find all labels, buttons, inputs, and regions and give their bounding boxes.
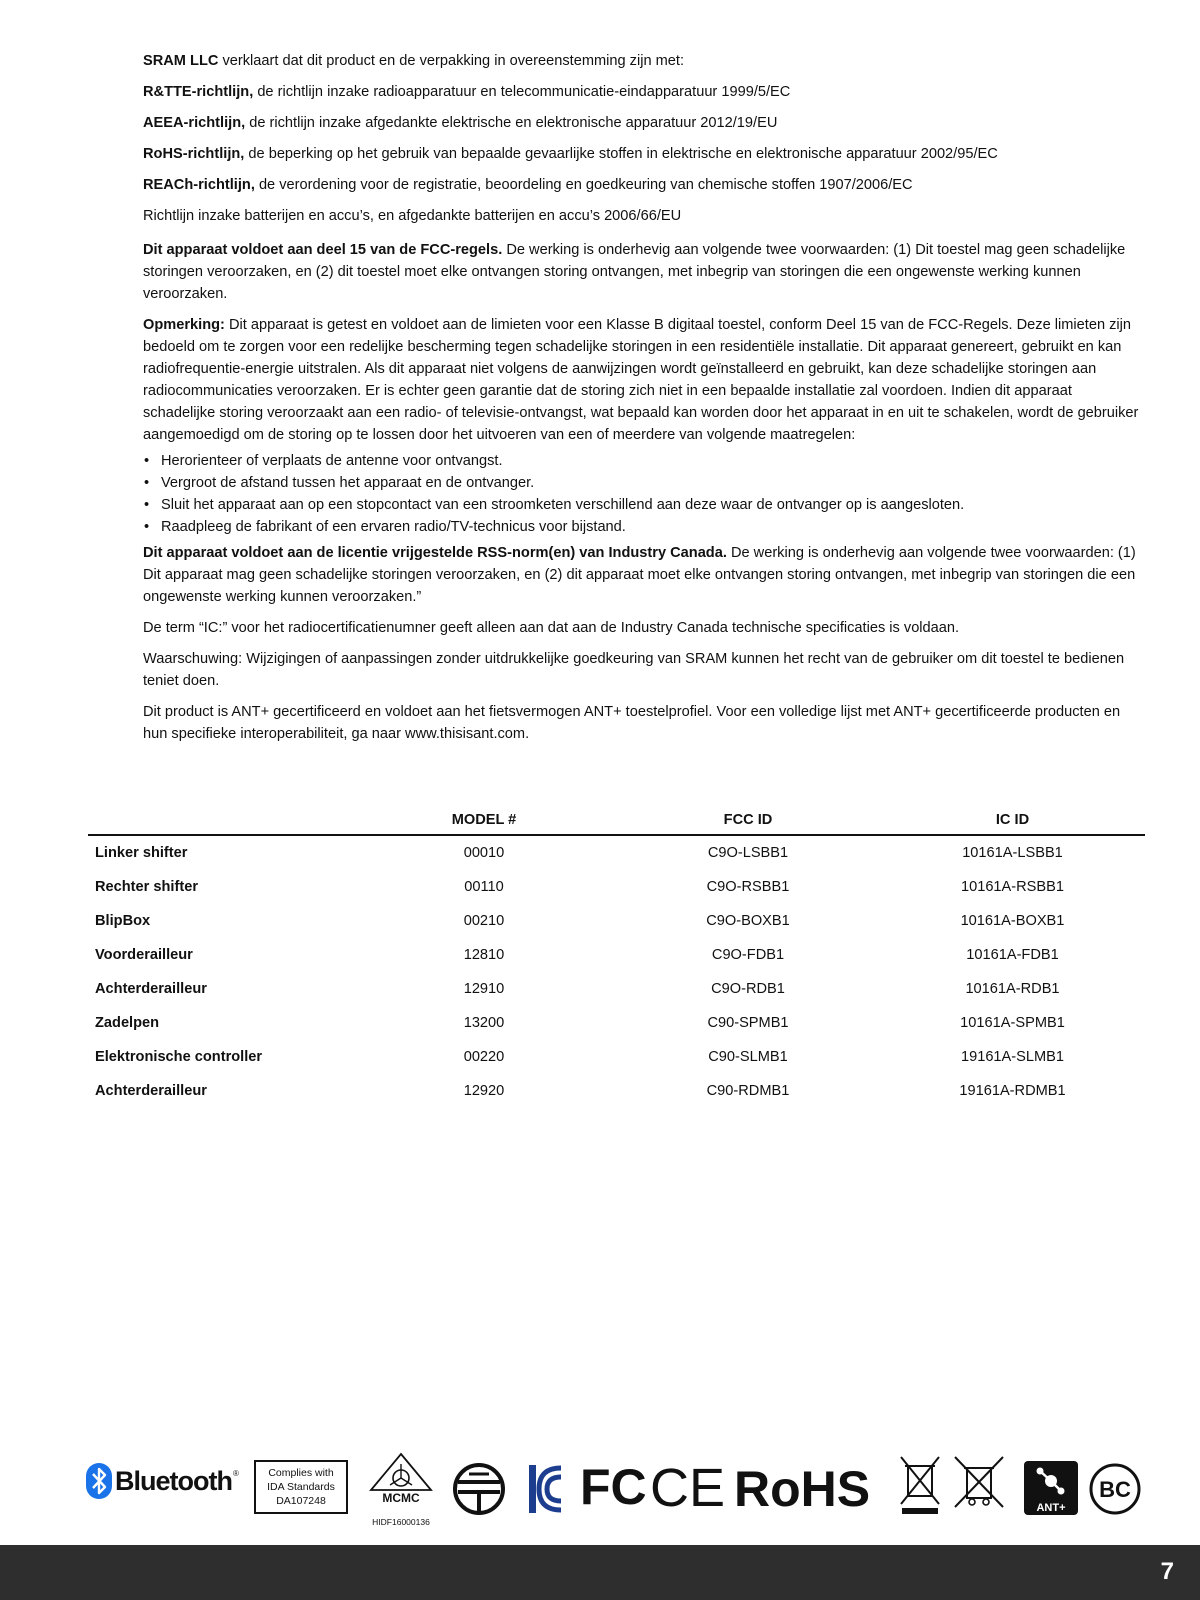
table-row — [88, 1074, 1145, 1108]
mcmc-code: HIDF16000136 — [372, 1517, 430, 1527]
model-number: 00010 — [463, 845, 505, 861]
list-item: • Vergroot de afstand tussen het apparaat en de ontvanger. — [144, 475, 535, 491]
ic-id: 10161A-BOXB1 — [960, 913, 1065, 929]
product-name: BlipBox — [95, 913, 151, 929]
svg-text:CE: CE — [650, 1458, 726, 1518]
ic-paragraph: Dit apparaat voldoet aan de licentie vrijgestelde RSS-norm(en) van Industry Canada. De werking is onderhevig aan volgende twee voorwaarden: (1) Dit apparaat mag geen schadelijke storingen veroorzaken, en (2) dit apparaat moet elke ontvangen storing ontvangen, met inbegrip van storingen die een ongewenste werking kunnen veroorzaken.” — [143, 545, 1136, 605]
intro-paragraph: SRAM LLC verklaart dat dit product en de verpakking in overeenstemming zijn met: — [143, 53, 685, 69]
table-row — [88, 904, 1145, 938]
warning-paragraph: Waarschuwing: Wijzigingen of aanpassingen zonder uitdrukkelijke goedkeuring van SRAM kunnen het recht van de gebruiker om dit toestel te bedienen teniet doen. — [143, 651, 1125, 689]
svg-text:FC: FC — [580, 1459, 647, 1515]
ic-id: 10161A-SPMB1 — [960, 1015, 1065, 1031]
kc-icon — [527, 1462, 563, 1523]
fcc-id: C90-SPMB1 — [707, 1015, 789, 1031]
product-name: Linker shifter — [95, 845, 188, 861]
svg-text:MCMC: MCMC — [382, 1491, 420, 1505]
model-number: 00110 — [464, 879, 504, 895]
model-number: 12920 — [463, 1083, 505, 1099]
ce-logo — [650, 1458, 726, 1521]
directive-rohs: RoHS-richtlijn, de beperking op het gebruik van bepaalde gevaarlijke stoffen in elektrische en elektronische apparatuur 2002/95/EC — [143, 146, 998, 162]
model-number: 00210 — [463, 913, 505, 929]
product-name: Achterderailleur — [95, 1083, 207, 1099]
product-name: Elektronische controller — [95, 1049, 263, 1065]
directive-batteries: Richtlijn inzake batterijen en accu’s, en afgedankte batterijen en accu’s 2006/66/EU — [143, 208, 682, 224]
product-name: Rechter shifter — [95, 879, 198, 895]
fcc-id: C9O-RSBB1 — [706, 879, 790, 895]
ida-compliance-box: Complies with IDA Standards DA107248 — [254, 1460, 348, 1514]
measures-list — [143, 450, 1143, 538]
list-item: • Herorienteer of verplaats de antenne voor ontvangst. — [144, 453, 503, 469]
certification-table — [88, 806, 1145, 1108]
header-ic-id: IC ID — [880, 806, 1145, 835]
fcc-id: C90-SLMB1 — [708, 1049, 788, 1065]
table-row — [88, 835, 1145, 870]
model-number: 12910 — [463, 981, 505, 997]
header-fcc-id: FCC ID — [616, 806, 880, 835]
ic-id: 10161A-RSBB1 — [960, 879, 1065, 895]
mcmc-icon — [368, 1452, 434, 1504]
ic-id: 10161A-FDB1 — [966, 947, 1059, 963]
ic-term-paragraph: De term “IC:” voor het radiocertificatienumner geeft alleen aan dat aan de Industry Canada technische specificaties is voldaan. — [143, 620, 960, 636]
directive-reach: REACh-richtlijn, de verordening voor de registratie, beoordeling en goedkeuring van chemische stoffen 1907/2006/EC — [143, 177, 913, 193]
telec-icon — [452, 1462, 506, 1523]
note-paragraph: Opmerking: Dit apparaat is getest en voldoet aan de limieten voor een Klasse B digitaal toestel, conform Deel 15 van de FCC-Regels. Deze limieten zijn bedoeld om te zorgen voor een redelijke bescherming tegen schadelijke storingen in een residentiële installatie. Dit apparaat genereert, gebruikt en kan radiofrequentie-energie uitstralen. Als dit apparaat niet volgens de aanwijzingen wordt geïnstalleerd en gebruikt, kan deze schadelijke storingen aan radiocommunicaties veroorzaken. Er is echter geen garantie dat de storing zich niet in een bepaalde installatie zal voordoen. Indien dit apparaat schadelijke storing veroorzaakt aan een radio- of televisie-ontvangst, wat bepaald kan worden door het apparaat in en uit te schakelen, wordt de gebruiker aangemoedigd om de storing op te lossen door het uitvoeren van een of meerdere van volgende maatregelen: — [143, 317, 1139, 443]
header-product — [88, 806, 352, 835]
list-item: • Sluit het apparaat aan op een stopcontact van een stroomketen verschillend aan deze waar de ontvanger op is aangesloten. — [144, 497, 965, 513]
declaration-text — [143, 50, 1143, 754]
ic-id: 10161A-RDB1 — [965, 981, 1060, 997]
weee-bin-icon — [898, 1454, 942, 1523]
ic-id: 10161A-LSBB1 — [962, 845, 1063, 861]
fcc-id: C9O-RDB1 — [711, 981, 785, 997]
rohs-logo — [734, 1460, 884, 1521]
page-number: 7 — [1160, 1558, 1174, 1585]
ic-id: 19161A-SLMB1 — [960, 1049, 1065, 1065]
footer-bar — [0, 1545, 1200, 1600]
svg-text:ANT+: ANT+ — [1036, 1502, 1066, 1514]
table-row — [88, 1040, 1145, 1074]
header-model: MODEL # — [352, 806, 616, 835]
svg-text:RoHS: RoHS — [734, 1461, 871, 1517]
list-item: • Raadpleeg de fabrikant of een ervaren radio/TV-technicus voor bijstand. — [144, 519, 626, 535]
mcmc-logo — [368, 1452, 434, 1533]
table-row — [88, 972, 1145, 1006]
product-name: Achterderailleur — [95, 981, 207, 997]
fcc-id: C9O-LSBB1 — [707, 845, 789, 861]
bluetooth-icon — [86, 1463, 112, 1499]
product-name: Zadelpen — [95, 1015, 160, 1031]
table-row — [88, 938, 1145, 972]
fcc-id: C90-RDMB1 — [706, 1083, 790, 1099]
model-number: 12810 — [463, 947, 505, 963]
ant-paragraph: Dit product is ANT+ gecertificeerd en voldoet aan het fietsvermogen ANT+ toestelprofiel. Voor een volledige lijst met ANT+ gecertificeerde producten en hun specifieke interoperabiliteit, ga naar www.thisisant.com. — [143, 704, 1121, 742]
ic-id: 19161A-RDMB1 — [959, 1083, 1066, 1099]
ant-plus-logo — [1024, 1461, 1078, 1522]
bluetooth-logo: Bluetooth ® — [86, 1463, 239, 1499]
product-name: Voorderailleur — [95, 947, 193, 963]
battery-bin-icon — [952, 1454, 1006, 1517]
fcc-id: C9O-FDB1 — [711, 947, 785, 963]
fcc-logo — [580, 1459, 647, 1521]
bc-logo — [1088, 1462, 1142, 1523]
table-row — [88, 870, 1145, 904]
directive-aeea: AEEA-richtlijn, de richtlijn inzake afgedankte elektrische en elektronische apparatuur 2012/19/EU — [143, 115, 778, 131]
fcc-paragraph: Dit apparaat voldoet aan deel 15 van de FCC-regels. De werking is onderhevig aan volgende twee voorwaarden: (1) Dit toestel mag geen schadelijke storingen veroorzaken, en (2) dit toestel moet elke ontvangen storing ontvangen, met inbegrip van storingen die een ongewenste werking kunnen veroorzaken. — [143, 242, 1126, 302]
model-number: 00220 — [463, 1049, 505, 1065]
table-row — [88, 1006, 1145, 1040]
certification-logos — [86, 1452, 1146, 1527]
directive-rtte: R&TTE-richtlijn, de richtlijn inzake radioapparatuur en telecommunicatie-eindapparatuur 1999/5/EC — [143, 84, 791, 100]
model-number: 13200 — [463, 1015, 505, 1031]
fcc-id: C9O-BOXB1 — [706, 913, 790, 929]
table-header-row — [88, 806, 1145, 835]
bluetooth-wordmark: Bluetooth — [115, 1466, 232, 1496]
svg-text:BC: BC — [1099, 1477, 1131, 1502]
